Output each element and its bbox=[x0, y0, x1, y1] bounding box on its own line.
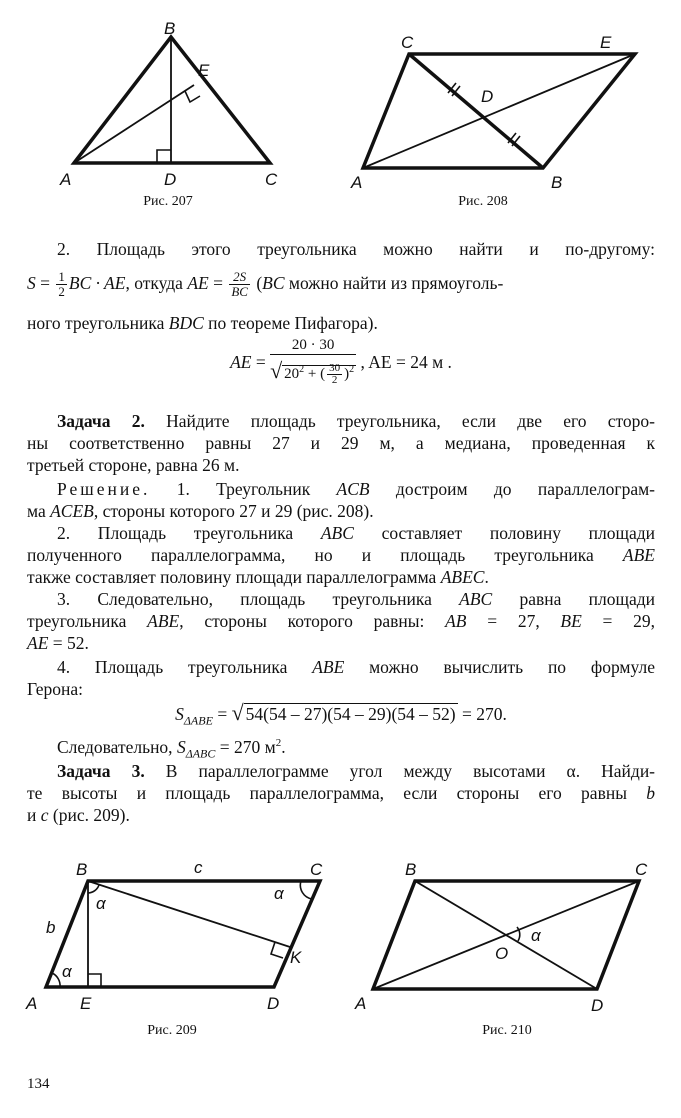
var-bc: BC bbox=[262, 273, 285, 293]
fraction-numerator: 2S bbox=[229, 270, 250, 285]
var-c: c bbox=[40, 805, 49, 825]
text-run: = bbox=[208, 273, 228, 293]
text-line bbox=[27, 588, 655, 610]
figure-209-drawing bbox=[24, 855, 334, 1020]
figure-210 bbox=[355, 855, 665, 1020]
vertex-label-e: E bbox=[198, 61, 210, 80]
subscript: ΔABC bbox=[185, 746, 216, 761]
text-run: третьей стороне, равна 26 м. bbox=[27, 455, 240, 475]
text-run: те высоты и площадь параллелограмма, если стороны его равны bbox=[27, 783, 647, 803]
text-run: треугольника bbox=[27, 611, 148, 631]
problem-2-title: Задача 2. bbox=[57, 411, 145, 431]
text-line bbox=[27, 500, 655, 522]
text-run: В параллелограмме угол между высотами α. Найди- bbox=[144, 761, 656, 781]
text-run: ма bbox=[27, 501, 51, 521]
text-run: ны соответственно равны 27 и 29 м, а медиана, проведенная к bbox=[27, 433, 655, 453]
right-angle-mark-e bbox=[88, 974, 101, 987]
paragraph-area-alt bbox=[27, 238, 655, 260]
exponent: 2 bbox=[349, 364, 355, 375]
fraction-30-2 bbox=[327, 363, 342, 386]
text-run: составляет половину площади bbox=[353, 523, 655, 543]
fraction-denominator: BC bbox=[231, 284, 248, 300]
vertex-label-b: B bbox=[551, 173, 563, 192]
height-ae bbox=[74, 85, 194, 163]
figure-208 bbox=[345, 22, 645, 197]
angle-label-alpha: α bbox=[531, 926, 541, 945]
height-bk bbox=[88, 881, 290, 947]
text-run: равна площади bbox=[492, 589, 655, 609]
text-run: 20 bbox=[284, 366, 300, 382]
formula-line-area bbox=[27, 268, 655, 299]
radicand: 54(54 – 27)(54 – 29)(54 – 52) bbox=[245, 704, 456, 724]
var-abe: ABE bbox=[147, 611, 180, 631]
equation-ae bbox=[27, 336, 655, 387]
problem-3-line-1 bbox=[27, 760, 655, 782]
radicand: $20^2$ + ( $\frac{30}{2}$ )$^2$ bbox=[284, 362, 355, 387]
vertex-label-a: A bbox=[355, 994, 367, 1013]
var-aceb: ACEB bbox=[50, 501, 94, 521]
figure-209-caption: Рис. 209 bbox=[147, 1023, 197, 1038]
figure-210-caption: Рис. 210 bbox=[482, 1023, 532, 1038]
figure-210-drawing bbox=[355, 855, 665, 1020]
vertex-label-c: C bbox=[265, 170, 278, 189]
fraction-denominator bbox=[270, 355, 356, 387]
var-s: S bbox=[175, 704, 184, 724]
text-line bbox=[27, 522, 655, 544]
vertex-label-c: C bbox=[635, 860, 648, 879]
fraction-numerator: 30 bbox=[329, 362, 341, 375]
text-run: полученного параллелограмма, но и площадь треугольника bbox=[27, 545, 623, 565]
text-line bbox=[27, 678, 655, 700]
var-abc: ABC bbox=[459, 589, 493, 609]
text-run: 3. Следовательно, площадь треугольника bbox=[57, 589, 460, 609]
figure-207 bbox=[60, 19, 300, 197]
text-run: 1. Треугольник bbox=[150, 479, 337, 499]
figure-209 bbox=[24, 855, 334, 1020]
text-run: = 270 м bbox=[215, 736, 276, 757]
text-run: можно вычислить по формуле bbox=[344, 657, 655, 677]
var-ae: AE bbox=[187, 273, 209, 293]
equation-fraction bbox=[270, 336, 356, 387]
diagonal-cb bbox=[409, 54, 543, 168]
text-run: = bbox=[35, 273, 55, 293]
var-bdc: BDC bbox=[168, 313, 204, 333]
text-run: = 52. bbox=[48, 633, 89, 653]
vertex-label-e: E bbox=[80, 994, 92, 1013]
angle-arc-b bbox=[88, 885, 99, 893]
text-run: , откуда bbox=[125, 273, 188, 293]
side-label-c: c bbox=[194, 858, 203, 877]
text-run: 4. Площадь треугольника bbox=[57, 657, 313, 677]
var-ae: AE bbox=[230, 351, 252, 372]
exponent: 2 bbox=[275, 737, 282, 749]
fraction-denominator: 2 bbox=[58, 284, 65, 300]
var-abc: ABC bbox=[320, 523, 354, 543]
angle-arc-a bbox=[52, 973, 60, 987]
text-line bbox=[27, 656, 655, 678]
text-run: = bbox=[251, 351, 266, 372]
vertex-label-e: E bbox=[600, 33, 612, 52]
text-run: = 27, bbox=[466, 611, 561, 631]
vertex-label-b: B bbox=[405, 860, 417, 879]
text-run: (рис. 209). bbox=[48, 805, 130, 825]
text-line bbox=[27, 312, 655, 334]
text-run: и bbox=[27, 805, 41, 825]
vertex-label-d: D bbox=[164, 170, 177, 189]
text-run: достроим до параллелограм- bbox=[369, 479, 655, 499]
var-be: BE bbox=[560, 611, 582, 631]
angle-label-alpha-a: α bbox=[62, 962, 72, 981]
var-s: S bbox=[176, 736, 186, 757]
text-run: ного треугольника bbox=[27, 313, 169, 333]
problem-2-line-1 bbox=[27, 410, 655, 432]
page-number: 134 bbox=[27, 1076, 50, 1092]
var-abe: ABE bbox=[312, 657, 345, 677]
text-line: 2. Площадь этого треугольника можно найти и по-другому: bbox=[57, 239, 655, 259]
equation-heron bbox=[27, 698, 655, 736]
vertex-label-b: B bbox=[164, 19, 176, 38]
text-line bbox=[27, 782, 655, 804]
right-angle-mark-e bbox=[185, 91, 200, 102]
vertex-label-c: C bbox=[310, 860, 323, 879]
angle-label-alpha-c: α bbox=[274, 884, 284, 903]
figure-207-caption: Рис. 207 bbox=[143, 194, 193, 209]
vertex-label-k: K bbox=[290, 948, 302, 967]
equation-result: , AE = 24 м . bbox=[360, 351, 452, 372]
radical-sign: √ bbox=[270, 358, 283, 383]
vertex-label-a: A bbox=[60, 170, 72, 189]
solution-word: Решение. bbox=[57, 479, 151, 499]
text-line bbox=[27, 632, 655, 654]
text-run: 2. Площадь треугольника bbox=[57, 523, 321, 543]
vertex-label-d: D bbox=[591, 996, 604, 1015]
fraction-one-half bbox=[56, 270, 67, 299]
text-run: Следовательно, bbox=[57, 736, 177, 757]
text-line bbox=[27, 544, 655, 566]
vertex-label-c: C bbox=[401, 33, 414, 52]
var-acb: ACB bbox=[336, 479, 370, 499]
text-run: = 29, bbox=[581, 611, 656, 631]
vertex-label-b: B bbox=[76, 860, 88, 879]
text-run: Герона: bbox=[27, 679, 84, 699]
diagonal-ac bbox=[373, 881, 639, 989]
subscript: ΔABE bbox=[183, 713, 213, 728]
figure-207-drawing bbox=[60, 19, 300, 197]
fraction-2s-bc bbox=[229, 270, 250, 299]
vertex-label-a: A bbox=[26, 994, 38, 1013]
vertex-label-d: D bbox=[267, 994, 280, 1013]
var-ab: AB bbox=[445, 611, 467, 631]
radical-sign: √ bbox=[231, 700, 244, 725]
text-run: , стороны которого 27 и 29 (рис. 208). bbox=[93, 501, 374, 521]
vertex-label-a: A bbox=[351, 173, 363, 192]
var-b: b bbox=[646, 783, 655, 803]
fraction-denominator: 2 bbox=[331, 374, 338, 387]
text-run: . bbox=[484, 567, 489, 587]
text-line bbox=[27, 432, 655, 454]
problem-3-title: Задача 3. bbox=[57, 761, 145, 781]
text-run: по теореме Пифагора). bbox=[203, 313, 378, 333]
var-abec: ABEC bbox=[440, 567, 485, 587]
text-run: , стороны которого равны: bbox=[179, 611, 446, 631]
fraction-numerator: 20 · 30 bbox=[270, 336, 356, 355]
vertex-label-d: D bbox=[481, 87, 494, 106]
text-line bbox=[27, 610, 655, 632]
text-run: = bbox=[212, 704, 232, 724]
text-line bbox=[27, 804, 655, 826]
exponent: 2 bbox=[299, 364, 305, 375]
vertex-label-o: O bbox=[495, 944, 509, 963]
fraction-numerator: 1 bbox=[58, 269, 65, 285]
text-line bbox=[27, 454, 655, 476]
side-label-b: b bbox=[46, 918, 56, 937]
var-s: S bbox=[27, 273, 36, 293]
right-angle-mark-d bbox=[157, 150, 171, 163]
angle-arc-c bbox=[300, 881, 312, 899]
expr-bc-ae: BC · AE bbox=[68, 273, 126, 293]
text-run: Найдите площадь треугольника, если две его сторо- bbox=[144, 411, 655, 431]
text-run: ( bbox=[251, 273, 263, 293]
text-run: . bbox=[281, 736, 286, 757]
angle-label-alpha-b: α bbox=[96, 894, 106, 913]
figure-208-drawing bbox=[345, 22, 645, 197]
figure-208-caption: Рис. 208 bbox=[458, 194, 508, 209]
text-run: = 270. bbox=[457, 704, 507, 724]
text-run: + bbox=[304, 366, 321, 382]
text-line bbox=[27, 566, 655, 588]
solution-line-1 bbox=[27, 478, 655, 500]
text-run: можно найти из прямоуголь- bbox=[284, 273, 504, 293]
var-abe: ABE bbox=[622, 545, 655, 565]
var-ae: AE bbox=[27, 633, 49, 653]
text-run: также составляет половину площади параллелограмма bbox=[27, 567, 441, 587]
